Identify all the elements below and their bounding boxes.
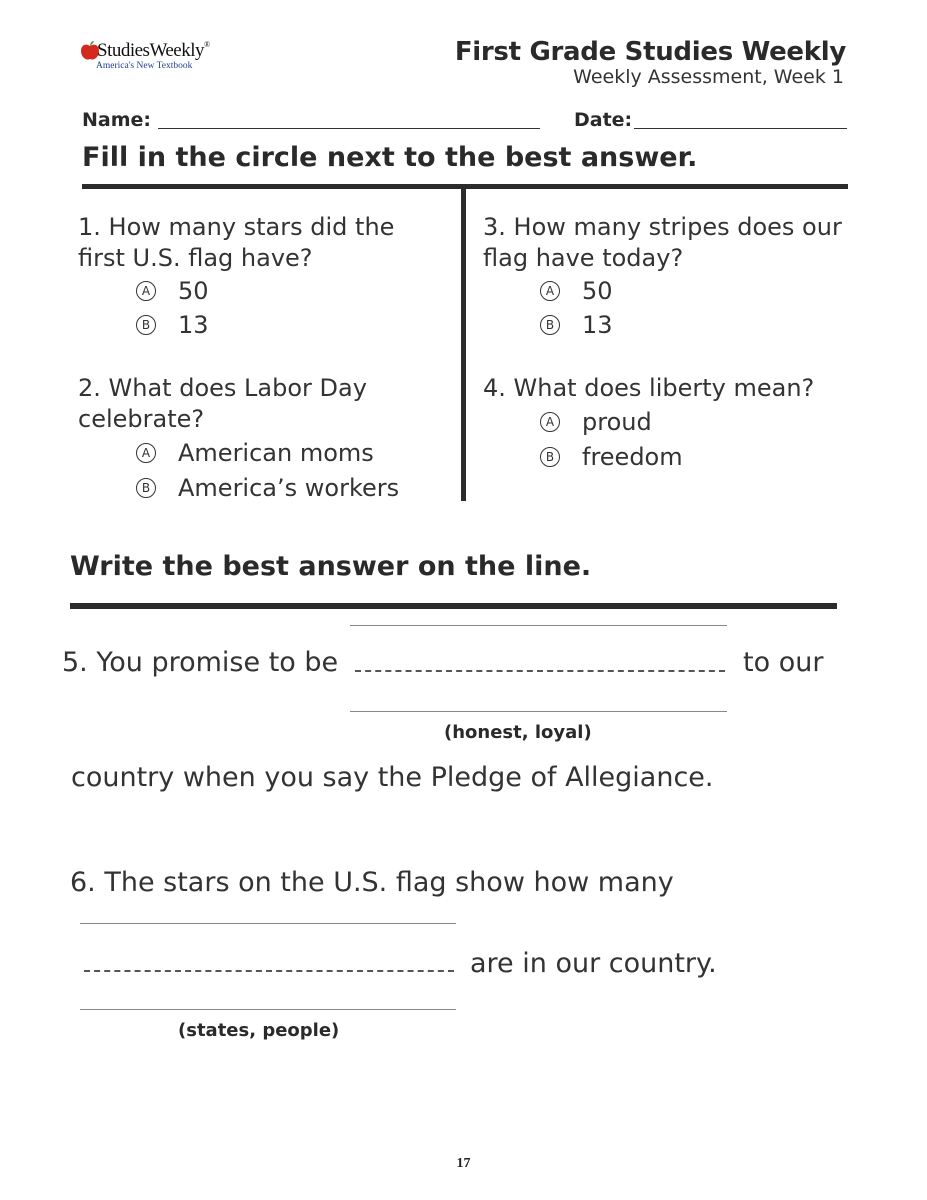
logo-tagline: America's New Textbook xyxy=(96,61,193,71)
date-label: Date: xyxy=(574,109,633,131)
answer-circle[interactable]: A xyxy=(540,412,560,432)
question-text: flag have today? xyxy=(483,244,684,272)
name-label: Name: xyxy=(82,109,152,131)
word-bank-hint: (honest, loyal) xyxy=(444,722,592,743)
question-2 xyxy=(78,373,367,435)
answer-text: 13 xyxy=(582,311,613,339)
answer-circle[interactable]: A xyxy=(136,281,156,301)
handwriting-top-line xyxy=(80,923,456,924)
column-divider xyxy=(461,186,466,501)
answer-blank-5[interactable] xyxy=(355,670,725,672)
answer-option[interactable] xyxy=(540,311,613,339)
date-field[interactable] xyxy=(634,128,847,129)
question-5-suffix: to our xyxy=(743,647,824,678)
name-field[interactable] xyxy=(158,128,540,129)
section2-instruction: Write the best answer on the line. xyxy=(70,551,592,582)
question-6-suffix: are in our country. xyxy=(470,948,717,979)
handwriting-top-line xyxy=(350,625,727,626)
answer-blank-6[interactable] xyxy=(84,970,454,972)
page-number: 17 xyxy=(456,1156,471,1171)
answer-text: 50 xyxy=(178,277,209,305)
question-1 xyxy=(78,212,394,274)
question-4 xyxy=(483,373,814,404)
section-divider xyxy=(70,603,837,609)
answer-text: proud xyxy=(582,408,652,436)
question-5-prefix: 5. You promise to be xyxy=(62,647,339,678)
answer-text: American moms xyxy=(178,439,374,467)
question-text: celebrate? xyxy=(78,405,205,433)
question-text: 4. What does liberty mean? xyxy=(483,374,815,402)
answer-circle[interactable]: B xyxy=(136,315,156,335)
answer-text: freedom xyxy=(582,443,683,471)
question-text: 2. What does Labor Day xyxy=(78,374,367,402)
word-bank-hint: (states, people) xyxy=(178,1020,340,1041)
worksheet-title: First Grade Studies Weekly xyxy=(454,37,846,67)
question-5-continuation: country when you say the Pledge of Allegiance. xyxy=(71,762,714,793)
question-text: 1. How many stars did the xyxy=(78,213,395,241)
answer-option[interactable] xyxy=(136,311,209,339)
answer-option[interactable] xyxy=(136,474,399,502)
logo-brand-name: StudiesWeekly® xyxy=(97,40,210,61)
answer-text: 50 xyxy=(582,277,613,305)
answer-circle[interactable]: B xyxy=(136,478,156,498)
handwriting-bottom-line xyxy=(350,711,727,712)
answer-circle[interactable]: A xyxy=(136,443,156,463)
answer-text: America’s workers xyxy=(178,474,400,502)
question-text: 3. How many stripes does our xyxy=(483,213,842,241)
answer-option[interactable] xyxy=(136,277,209,305)
question-3 xyxy=(483,212,842,274)
answer-text: 13 xyxy=(178,311,209,339)
answer-option[interactable] xyxy=(540,277,613,305)
answer-circle[interactable]: B xyxy=(540,447,560,467)
answer-option[interactable] xyxy=(540,443,683,471)
section1-instruction: Fill in the circle next to the best answer. xyxy=(82,142,698,173)
answer-option[interactable] xyxy=(540,408,652,436)
question-6-text: 6. The stars on the U.S. flag show how many xyxy=(70,867,674,898)
worksheet-subtitle: Weekly Assessment, Week 1 xyxy=(573,66,844,88)
handwriting-bottom-line xyxy=(80,1009,456,1010)
answer-circle[interactable]: B xyxy=(540,315,560,335)
question-text: first U.S. flag have? xyxy=(78,244,313,272)
answer-circle[interactable]: A xyxy=(540,281,560,301)
answer-option[interactable] xyxy=(136,439,374,467)
studies-weekly-logo xyxy=(80,38,250,78)
